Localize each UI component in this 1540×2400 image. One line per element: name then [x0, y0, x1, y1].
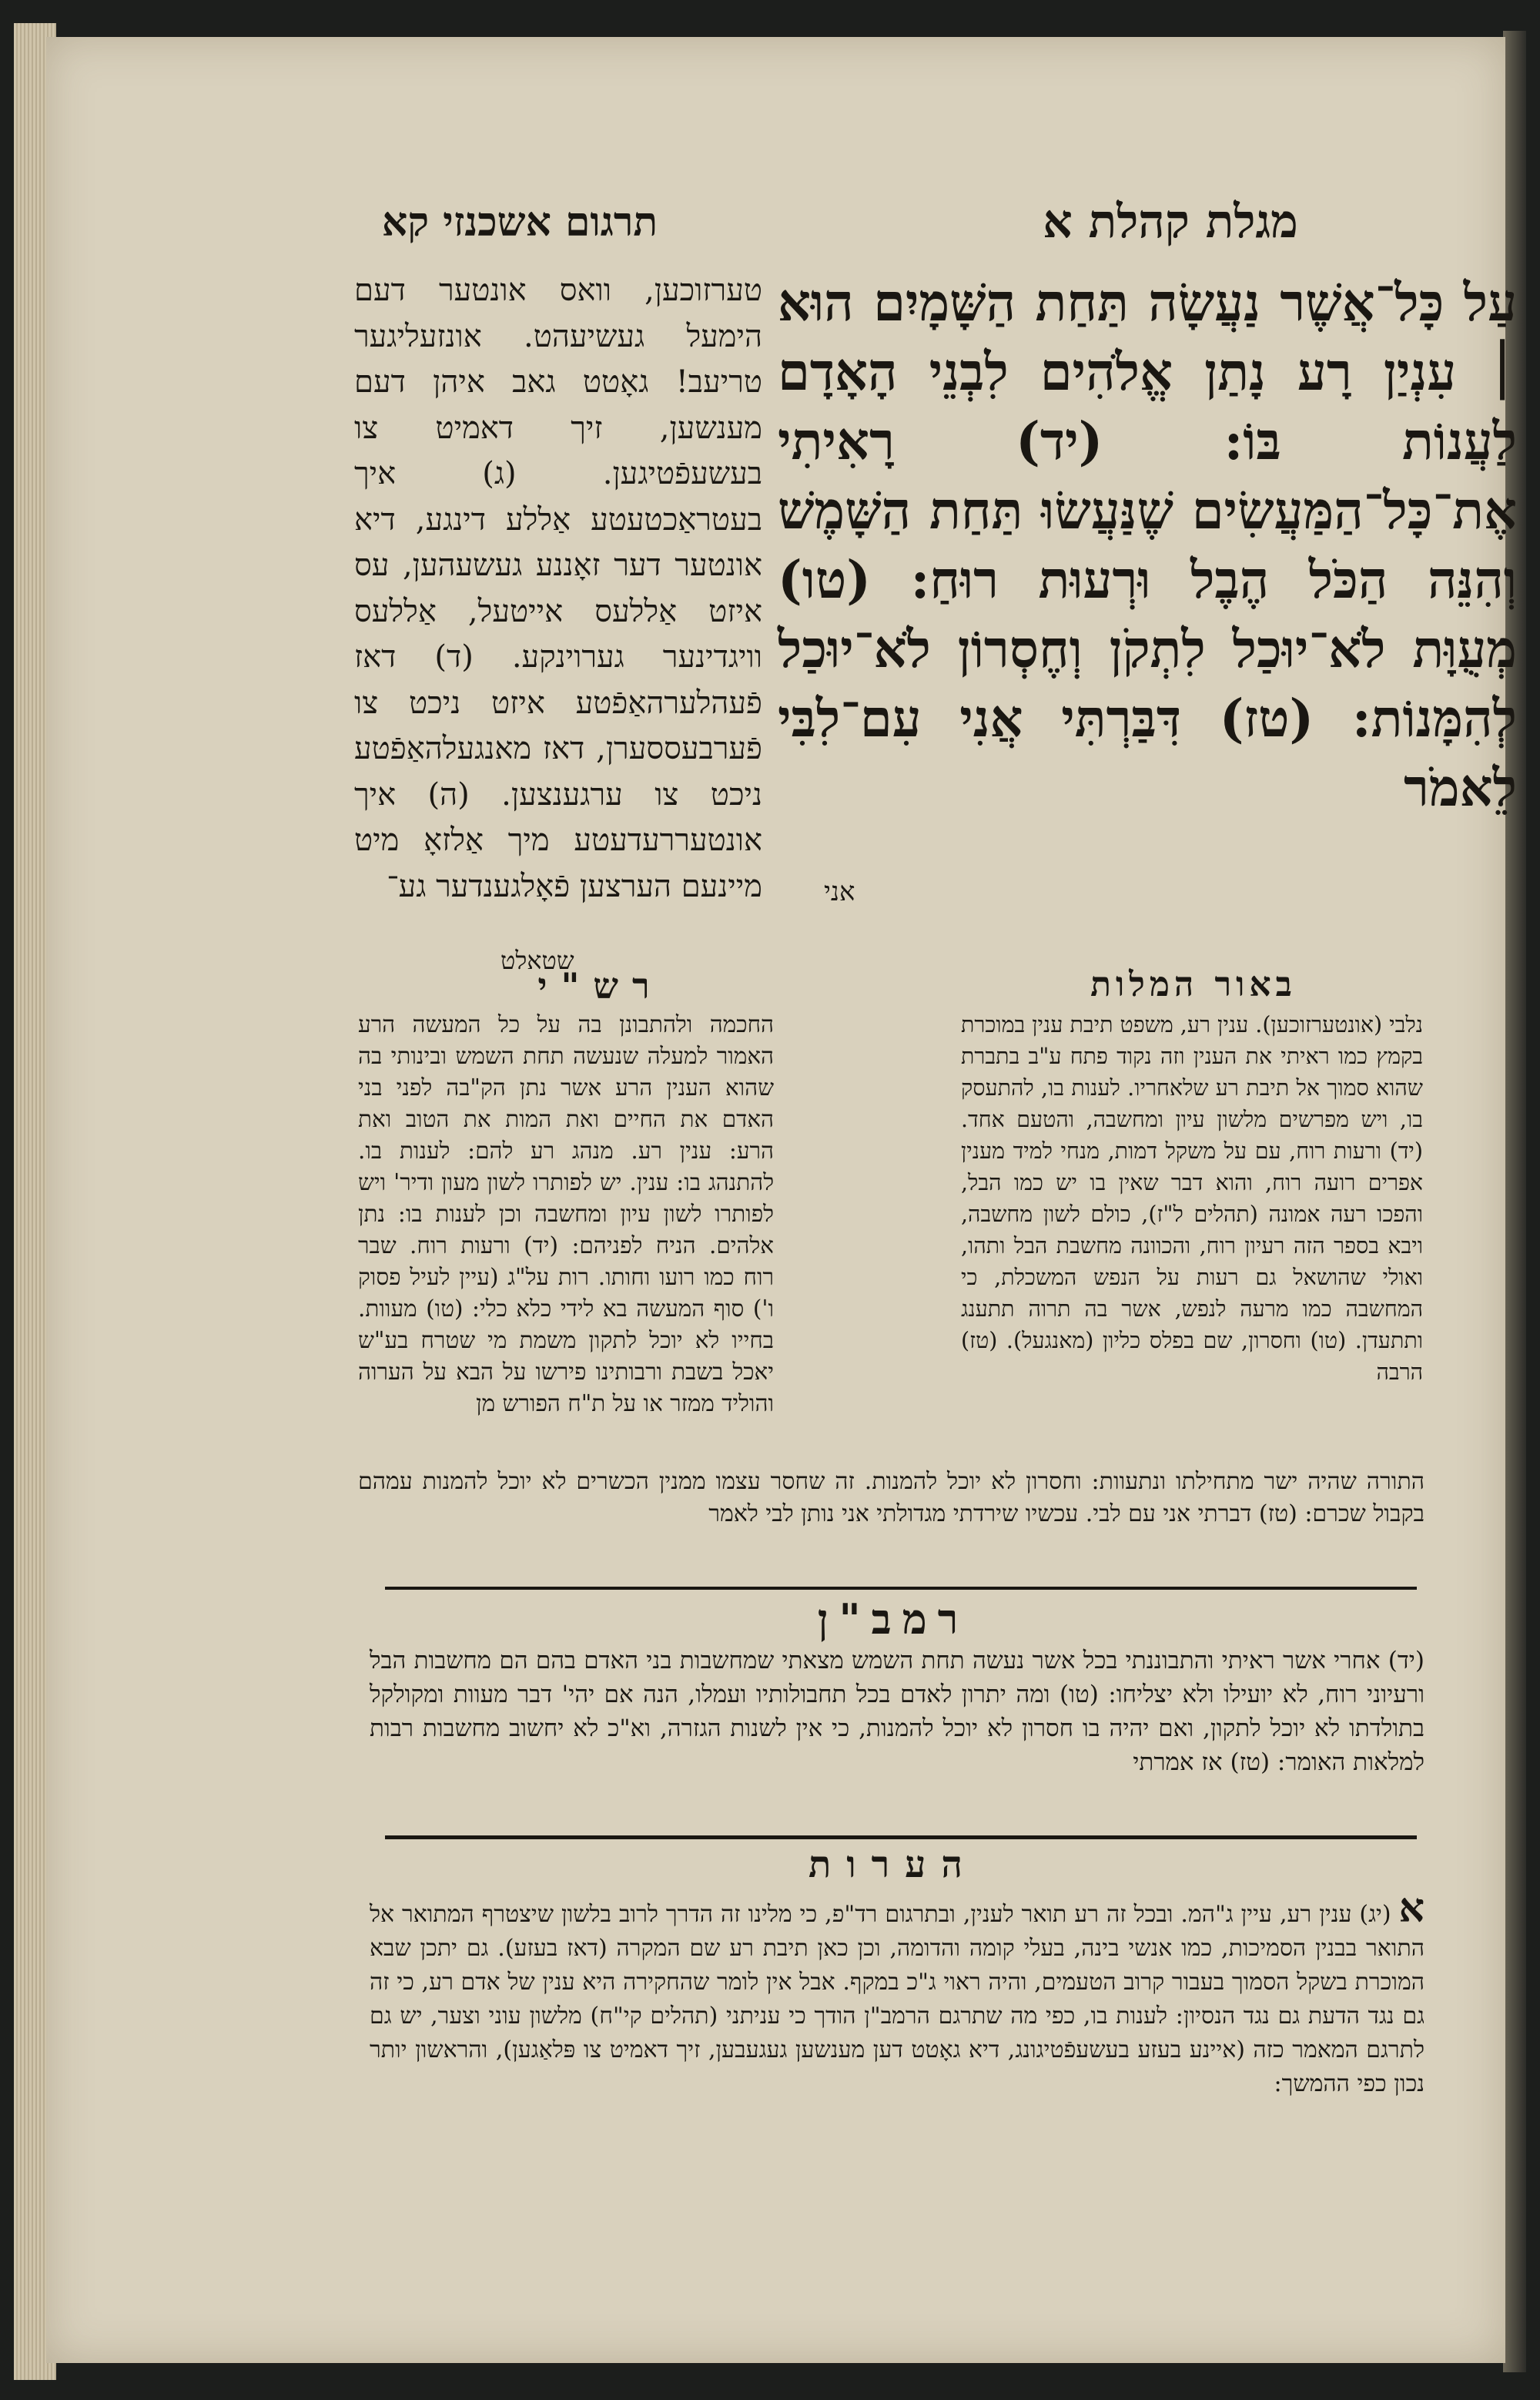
targum-header: תרגום אשכנזי קא	[381, 199, 658, 246]
targum-catchword: שטאלט	[500, 946, 574, 975]
main-verse-text: עַל כָּל־אֲשֶׁר נַעֲשָׂה תַּחַת הַשָּׁמָיִם הוּא ׀ עִנְיַן רָע נָתַן אֱלֹהִים לִבְנֵי הָאָדָם לַעֲנוֹת בּוֹ: (יד) רָאִיתִי אֶת־כָּל־הַמַּעֲשִׂים שֶׁנַּעֲשׂוּ תַּחַת הַשָּׁמֶשׁ וְהִנֵּה הַכֹּל הֶבֶל וּרְעוּת רוּחַ: (טו) מְעֻוָּת לֹא־יוּכַל לִתְקֹן וְחֶסְרוֹן לֹא־יוּכַל לְהִמָּנוֹת: (טז) דִּבַּרְתִּי אֲנִי עִם־לִבִּי לֵאמֹר	[778, 272, 1517, 818]
rashi-commentary: החכמה ולהתבונן בה על כל המעשה הרע האמור למעלה שנעשה תחת השמש ובינותי בה שהוא הענין הרע אשר נתן הק"בה לפני בני האדם את החיים ואת המות את הטוב ואת הרע: ענין רע. מנהג רע להם: לענות בו. להתנהג בו: ענין. יש לפותרו לשון מעון ודיר' ויש לפותרו לשון עיון ומחשבה וכן לענות בו: נתן אלהים. הניח לפניהם: (יד) ורעות רוח. שבר רוח כמו רועו וחותו. רות על"ג (עיין לעיל פסוק ו') סוף המעשה בא לידי כלא כלי: (טו) מעוות. בחייו לא יוכל לתקון משמת מי שטרח בע"ש יאכל בשבת ורבותינו פירשו על הבא על הערוה והוליד ממזר או על ת"ח הפורש מן	[358, 1011, 774, 1416]
main-catchword: אני	[824, 877, 855, 907]
page-title: מגלת קהלת א	[1043, 195, 1298, 249]
biur-heading: באור המלות	[1090, 965, 1297, 1004]
section-divider	[385, 1835, 1417, 1839]
haarot-notes	[370, 1885, 1424, 2101]
haarot-lead-letter: א	[1398, 1885, 1424, 1932]
rashi-heading: רש"י	[537, 965, 664, 1007]
book-page	[46, 37, 1517, 2363]
section-divider	[385, 1587, 1417, 1590]
haarot-heading: הערות	[808, 1843, 978, 1886]
ramban-commentary: (יד) אחרי אשר ראיתי והתבוננתי בכל אשר נעשה תחת השמש מצאתי שמחשבות בני האדם בהם הם מחשבות הבל ורעיוני רוח, לא יועילו ולא יצליחו: (טו) ומה יתרון לאדם בכל תחבולותיו ועמלו, הנה אם יהי' דבר מעוות ומקולקל בתולדתו לא יוכל לתקון, ואם יהיה בו חסרון לא יוכל להמנות, כי אין לשנות הגזרה, וא"כ לא יחשוב מחשבות רבות למלאות האומר: (טז) אז אמרתי	[370, 1647, 1424, 1776]
biur-commentary: נלבי (אונטערזוכען). ענין רע, משפט תיבת ענין במוכרת בקמץ כמו ראיתי את הענין וזה נקוד פתח ע"ב בתברת שהוא סמוך אל תיבת רע שלאחריו. לענות בו, להתעסק בו, ויש מפרשים מלשון עיון ומחשבה, והטעם אחד. (יד) ורעות רוח, עם על משקל דמות, מנחי למיד מענין אפרים רועה רוח, והוא דבר שאין בו יש כמו הבל, והפכו רעה אמונה (תהלים ל"ז), כולם לשון מחשבה, ויבא בספר הזה רעיון רוח, והכוונה מחשבת הבל ותהו, ואולי שהושאל גם רעות על הנפש המשכלת, כי המחשבה כמו מרעה לנפש, אשר בה תרוה תתענג ותתעדן. (טו) וחסרון, שם בפלס כליון (מאנגעל). (טז) הרבה	[961, 1012, 1423, 1385]
ramban-heading: רמב"ן	[817, 1594, 969, 1644]
rashi-continuation: התורה שהיה ישר מתחילתו ונתעוות: וחסרון לא יוכל להמנות. זה שחסר עצמו ממנין הכשרים לא יוכל להמנות עמהם בקבול שכרם: (טז) דברתי אני עם לבי. עכשיו שירדתי מגדולתי אני נותן לבי לאמר	[358, 1468, 1424, 1527]
haarot-notes-text: (יג) ענין רע, עיין ג"המ. ובכל זה רע תואר לענין, ובתרגום רד"פ, כי מלינו זה הדרך לרוב בלשון שיצטרף המתואר אל התואר בבנין הסמיכות, כמו אנשי בינה, בעלי קומה והדומה, וכן כאן תיבת רע שם המקרה (דאז בעזע). גם יתכן שבא המוכרת בשקל הסמוך בעבור קרוב הטעמים, והיה ראוי ג"כ במקף. אבל אין לומר שהחקירה היא ענין של אדם רע, כי זה גם נגד הדעת גם נגד הנסיון: לענות בו, כפי מה שתרגם הרמב"ן הודך כי עניתני (תהלים קי"ח) מלשון עוני וצער, יש גם לתרגם המאמר כזה (איינע בעזע בעשעפֿטיגונג, דיא גאָטט דען מענשען געגעבען, זיך דאמיט צו פּלאַגען), והראשון יותר נכון כפי ההמשך:	[370, 1901, 1424, 2097]
targum-column: טערזוכען, וואס אונטער דעם הימעל געשיעהט. אונזעליגער טריעב! גאָטט גאב איהן דעם מענשען, זיך דאמיט צו בעשעפֿטיגען. (ג) איך בעטראַכטעטע אַללע דינגע, דיא אונטער דער זאָננע געשעהען, עס איזט אַללעס אייטעל, אַללעס וויגדינער גערוינקע. (ד) דאז פֿעהלערהאַפֿטע איזט ניכט צו פֿערבעססערן, דאז מאנגעלהאַפֿטע ניכט צו ערגענצען. (ה) איך אונטעררעדעטע מיך אַלזאָ מיט מיינעם הערצען פֿאָלגענדער גע־	[354, 273, 762, 904]
